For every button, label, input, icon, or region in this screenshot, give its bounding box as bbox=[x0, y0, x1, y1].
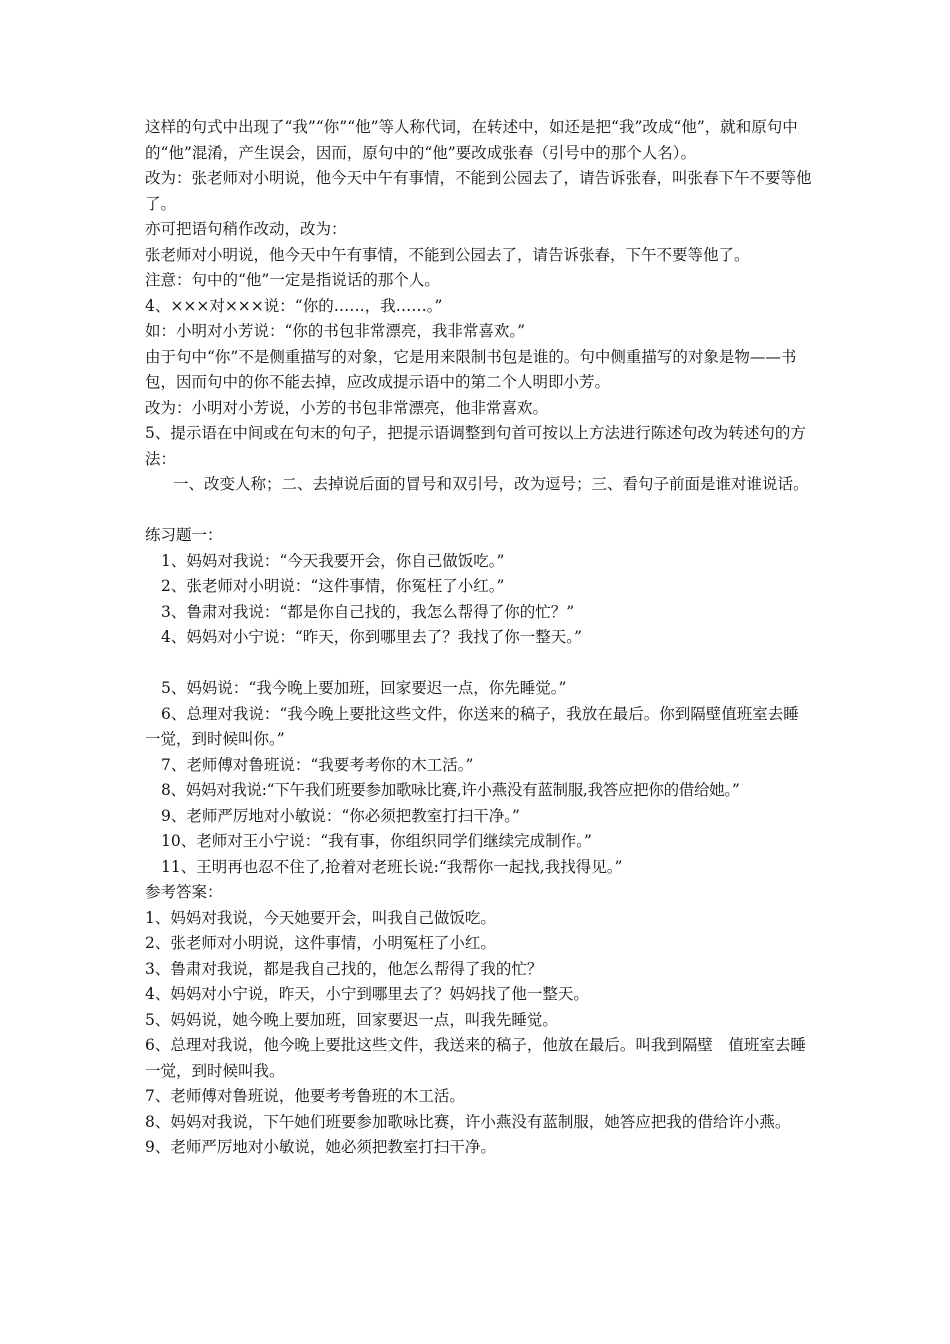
spacer bbox=[145, 651, 813, 677]
intro-paragraph-1: 这样的句式中出现了“我”“你”“他”等人称代词，在转述中，如还是把“我”改成“他”，就和原句中的“他”混淆，产生误会，因而，原句中的“他”要改成张春（引号中的那个人名）。 bbox=[145, 118, 798, 162]
intro-paragraph-2: 改为：张老师对小明说，他今天中午有事情，不能到公园去了，请告诉张春，叫张春下午不要等他了。 bbox=[145, 169, 812, 213]
answer-item: 9、老师严厉地对小敏说，她必须把教室打扫干净。 bbox=[145, 1138, 496, 1156]
answers-title: 参考答案： bbox=[145, 883, 223, 901]
rule-4-explanation: 由于句中“你”不是侧重描写的对象，它是用来限制书包是谁的。句中侧重描写的对象是物——书包，因而句中的你不能去掉，应改成提示语中的第二个人明即小芳。 bbox=[145, 347, 797, 391]
rule-4-rewrite: 改为：小明对小芳说，小芳的书包非常漂亮，他非常喜欢。 bbox=[145, 398, 549, 417]
answer-item: 6、总理对我说，他今晚上要批这些文件，我送来的稿子，他放在最后。叫我到隔壁 值班室去睡一觉，到时候叫我。 bbox=[145, 1036, 806, 1080]
rule-5-heading: 5、提示语在中间或在句末的句子，把提示语调整到句首可按以上方法进行陈述句改为转述句的方法： bbox=[145, 424, 806, 468]
rule-4-heading: 4、×××对×××说：“你的……，我……。” bbox=[145, 296, 443, 315]
answer-item: 8、妈妈对我说，下午她们班要参加歌咏比赛，许小燕没有蓝制服，她答应把我的借给许小燕。 bbox=[145, 1112, 791, 1131]
answer-item: 7、老师傅对鲁班说，他要考考鲁班的木工活。 bbox=[145, 1087, 465, 1105]
intro-note: 注意：句中的“他”一定是指说话的那个人。 bbox=[145, 271, 440, 289]
answer-item: 4、妈妈对小宁说，昨天，小宁到哪里去了？妈妈找了他一整天。 bbox=[145, 985, 589, 1003]
exercise-item: 3、鲁肃对我说：“都是你自己找的，我怎么帮得了你的忙？” bbox=[161, 602, 575, 621]
exercise-item: 1、妈妈对我说：“今天我要开会，你自己做饭吃。” bbox=[161, 551, 505, 570]
exercise-item: 8、妈妈对我说:“下午我们班要参加歌咏比赛,许小燕没有蓝制服,我答应把你的借给她。” bbox=[161, 781, 740, 799]
answer-item: 3、鲁肃对我说，都是我自己找的，他怎么帮得了我的忙？ bbox=[145, 959, 543, 978]
answer-item: 2、张老师对小明说，这件事情，小明冤枉了小红。 bbox=[145, 934, 496, 952]
spacer bbox=[145, 498, 813, 524]
answer-item: 1、妈妈对我说，今天她要开会，叫我自己做饭吃。 bbox=[145, 908, 496, 927]
exercise-item: 4、妈妈对小宁说：“昨天，你到哪里去了？我找了你一整天。” bbox=[161, 628, 582, 646]
exercise-item: 2、张老师对小明说：“这件事情，你冤枉了小红。” bbox=[161, 577, 505, 595]
rule-4-example: 如：小明对小芳说：“你的书包非常漂亮，我非常喜欢。” bbox=[145, 322, 526, 340]
exercise-item: 6、总理对我说：“我今晚上要批这些文件，你送来的稿子，我放在最后。你到隔壁值班室去睡一觉，到时候叫你。” bbox=[145, 704, 799, 748]
rule-5-steps: 一、改变人称；二、去掉说后面的冒号和双引号，改为逗号；三、看句子前面是谁对谁说话。 bbox=[173, 475, 809, 493]
intro-paragraph-4: 张老师对小明说，他今天中午有事情，不能到公园去了，请告诉张春，下午不要等他了。 bbox=[145, 245, 750, 264]
exercise-item: 9、老师严厉地对小敏说：“你必须把教室打扫干净。” bbox=[161, 806, 520, 825]
exercise-title: 练习题一： bbox=[145, 526, 223, 544]
intro-paragraph-3: 亦可把语句稍作改动，改为： bbox=[145, 220, 347, 238]
exercise-item: 11、王明再也忍不住了,抢着对老班长说:“我帮你一起找,我找得见。” bbox=[161, 857, 623, 876]
document-page bbox=[145, 115, 813, 1161]
exercise-item: 5、妈妈说：“我今晚上要加班，回家要迟一点，你先睡觉。” bbox=[161, 679, 567, 697]
exercise-item: 7、老师傅对鲁班说：“我要考考你的木工活。” bbox=[161, 755, 474, 774]
exercise-item: 10、老师对王小宁说：“我有事，你组织同学们继续完成制作。” bbox=[161, 832, 592, 850]
answer-item: 5、妈妈说，她今晚上要加班，回家要迟一点，叫我先睡觉。 bbox=[145, 1010, 558, 1029]
